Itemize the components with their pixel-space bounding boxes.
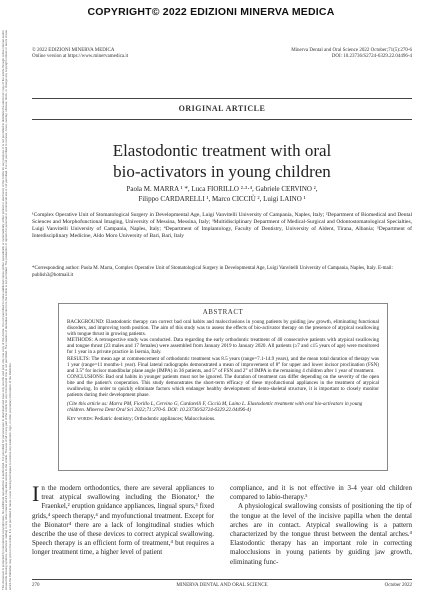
- abstract-background: BACKGROUND: Elastodontic therapy can correct bad oral habits and malocclusions in young patients by guiding jaw growth, eliminating functional disorders, and improving tooth position. The aim of this study was to assess the effects of bio-activator therapy on the presence of atypical swallowing with tongue thrust in growing patients.: [67, 319, 379, 338]
- abstract-label: METHODS:: [67, 337, 94, 344]
- journal-citation: Minerva Dental and Oral Science 2022 October;71(5):270-6: [291, 48, 412, 53]
- publisher-copyright: © 2022 EDIZIONI MINERVA MEDICA: [32, 48, 115, 53]
- body-paragraph: compliance, and it is not effective in 3-4 year old children compared to labio-therapy.⁵: [230, 484, 412, 502]
- corresponding-author: *Corresponding author: Paola M. Marra, Complex Operative Unit of Stomatological Surgery in Developmental Age, Luigi Vanvitelli University of Campania, Naples, Italy. E-mail: publish3@hotmail.it: [32, 266, 393, 278]
- footer-journal-name: MINERVA DENTAL AND ORAL SCIENCE: [176, 583, 268, 588]
- abstract-conclusions: CONCLUSIONS: Bad oral habits in younger patients must not be ignored. The duration of treatment can differ depending on the severity of the open bite and the patient's cooperation. This study demonstrates the short-term efficacy of these myofunctional appliances in the treatment of atypical swallowing. In order to quickly eliminate factors which endanger healthy development of dento-skeletal structure, it is important to closely monitor patients during their development phase.: [67, 373, 379, 399]
- abstract-methods: METHODS: A retrospective study was conducted. Data regarding the early orthodontic treatment of 40 consecutive patients with atypical swallowing and tongue thrust (23 males and 17 females) were assembled from January 2019 to January 2020. All patients (≥7 and ≤15 years of age) were monitored for 1 year in a private practice in Isernia, Italy.: [67, 337, 379, 356]
- author-list: [32, 185, 412, 204]
- abstract-results: RESULTS: The mean age at commencement of orthodontic treatment was 8.5 years (range=7.1-14.9 years), and the mean total duration of therapy was 1 year (range=11 months-1 year). Final lateral radiographs demonstrated a mean of improvement of 8° for upper and lower incisor proclination (FSN) and 3.5° for incisor mandibular plane angle (IMPA) in 36 patients, and 5° of FSN and 2° of IMPA in the remaining 4 children after 1 year of treatment.: [67, 355, 379, 374]
- abstract-label: BACKGROUND:: [67, 319, 105, 325]
- online-version-link[interactable]: Online version at https://www.minervamedica.it: [32, 54, 129, 59]
- author-line: Paola M. MARRA ¹ *, Luca FIORILLO ²·³·⁴, Gabriele CERVINO ²,: [126, 185, 318, 193]
- body-paragraph: A physiological swallowing consists of positioning the tip of the tongue at the level of the incisive papilla when the dental arches are in contact. Atypical swallowing is a pattern characterized by the tongue thrust between the dental arches.⁴ Elastodontic therapy has an important role in correcting malocclusions in young patients by guiding jaw growth, eliminating func-: [230, 502, 412, 566]
- body-column-right: [230, 484, 412, 567]
- drop-cap: I: [32, 481, 40, 506]
- article-title: [32, 140, 412, 182]
- journal-header-left: [32, 48, 212, 60]
- journal-header-right: [212, 48, 412, 60]
- page-footer: [32, 583, 412, 593]
- author-line: Filippo CARDARELLI ¹, Marco CICCIÙ ², Luigi LAINO ¹: [138, 194, 306, 203]
- abstract-citation: (Cite this article as: Marra PM, Fiorillo L, Cervino G, Cardarelli F, Cicciù M, Laino L. Elastodontic treatment with oral bio-activators in young children. Minerva Dent Oral Sci 2022;71:270-6. DOI: 10.23736/S2724-6329.22.04496-4): [67, 401, 363, 414]
- article-title-line: bio-activators in young children: [113, 162, 331, 181]
- affiliations: ¹Complex Operative Unit of Stomatological Surgery in Developmental Age, Luigi Vanvitelli University of Campania, Naples, Italy; ²Department of Biomedical and Dental Sciences and Morphofunctional Imaging, University of Messina, Messina, Italy; ³Multidisciplinary Department of Medical-Surgical and Odontostomatological Specialties, Luigi Vanvitelli University of Campania, Naples, Italy; ⁴Department of Implantology, Faculty of Dentistry, University of Aldent, Tirana, Albania; ⁵Department of Interdisciplinary Medicine, Aldo Moro University of Bari, Bari, Italy: [32, 212, 412, 239]
- header-rule-bottom: [32, 119, 412, 120]
- body-column-left: [32, 481, 214, 558]
- footer-rule: [32, 579, 412, 580]
- page-number: 270: [32, 583, 40, 588]
- abstract-label: RESULTS:: [67, 355, 91, 362]
- keywords: Key words: Pediatric dentistry; Orthodontic appliances; Malocclusions.: [67, 416, 216, 423]
- side-copyright-notice-text: This document is protected by international copyright laws. No additional reproduction is authorized. It is permitted for personal use to download and save only one file and print only one copy of this Article. It is not permitted to make additional copies (either sporadically or systematically, either printed or electronic) of the Article for any purpose. It is not permitted to distribute the electronic copy of the article through online internet and/or intranet file sharing systems, electronic mailing or any other means which may allow access to the Article. The use of all or any part of the Article for any Commercial Use is not permitted. The creation of derivative works from the Article is not permitted. The production of reprints for personal or commercial use is not permitted. It is not permitted to remove, cover, overlay, obscure, block, or change any copyright notices or terms of use which the Publisher may post on the Article. It is not permitted to frame or use framing techniques to enclose any trademark, logo, or other proprietary information of the Publisher.: [1, 30, 12, 590]
- body-paragraph: In the modern orthodontics, there are several appliances to treat atypical swallowing including the Bionator,¹ the Fraenkel,² eruption guidance appliances, lingual spurs,³ fixed grids,⁴ speech therapy,⁴ and myofunctional treatment. Except for the Bionator⁴ there are a lack of longitudinal studies which describe the use of these devices to correct atypical swallowing. Speech therapy is an efficient form of treatment,⁴ but requires a longer treatment time, a higher level of patient: [32, 481, 214, 557]
- doi[interactable]: DOI: 10.23736/S2724-6329.22.04496-4: [331, 54, 412, 59]
- article-title-line: Elastodontic treatment with oral: [112, 141, 332, 160]
- footer-issue-date: October 2022: [384, 583, 412, 588]
- abstract-label: CONCLUSIONS:: [67, 373, 105, 380]
- keywords-label: Key words:: [67, 416, 94, 423]
- abstract-heading: ABSTRACT: [202, 308, 244, 316]
- header-rule-top: [32, 98, 412, 99]
- side-copyright-notice: [2, 30, 28, 590]
- copyright-banner: COPYRIGHT© 2022 EDIZIONI MINERVA MEDICA: [87, 6, 335, 18]
- abstract-box: [58, 303, 388, 471]
- section-label: ORIGINAL ARTICLE: [178, 104, 266, 113]
- page: [32, 0, 412, 600]
